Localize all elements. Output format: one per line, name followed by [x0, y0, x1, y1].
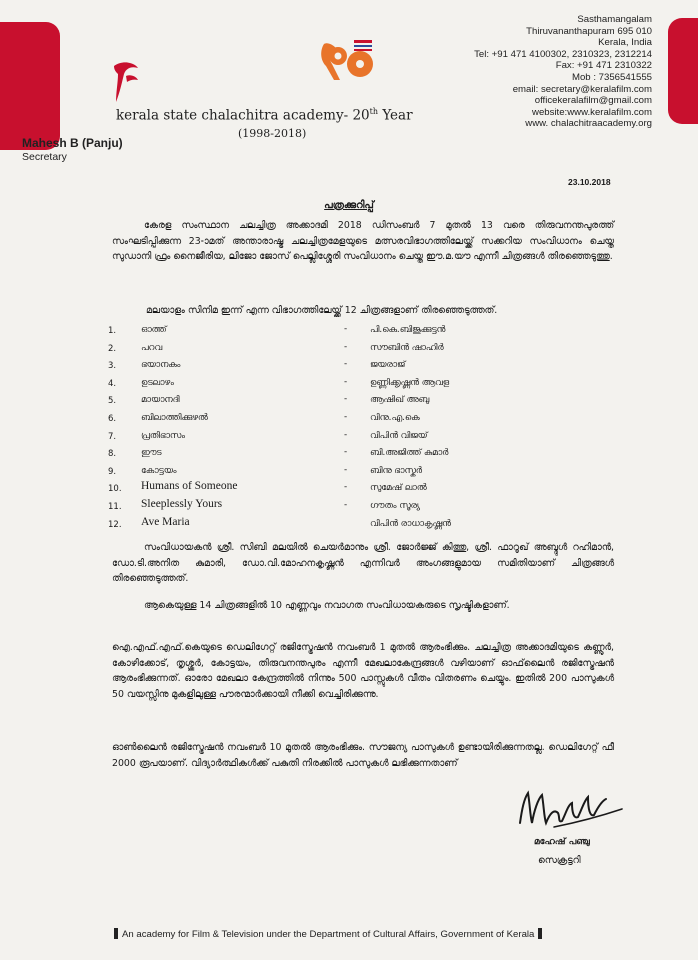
- film-title: ഭയാനകം: [141, 360, 181, 371]
- film-number: 4.: [108, 378, 117, 389]
- film-list-item: [108, 445, 608, 463]
- film-list-item: [108, 322, 608, 340]
- film-title: ഓത്ത്: [141, 325, 167, 335]
- film-director: ഗൗതം സൂര്യ: [370, 500, 420, 511]
- film-title: പറവ: [141, 342, 163, 353]
- academy-logo-icon: [108, 60, 142, 104]
- film-number: 5.: [108, 396, 117, 407]
- film-list: [108, 322, 608, 533]
- film-title: Humans of Someone: [141, 480, 238, 493]
- film-separator: -: [344, 429, 348, 440]
- film-list-item: [108, 357, 608, 375]
- film-director: ആഷിഖ് അബു: [370, 395, 430, 406]
- academy-years: (1998-2018): [238, 127, 307, 140]
- press-release-heading: പത്രക്കുറിപ്പ്: [324, 200, 374, 211]
- film-number: 8.: [108, 449, 117, 460]
- film-separator: -: [344, 341, 348, 352]
- film-title: മായാനദി: [141, 395, 180, 406]
- paragraph-jury: സംവിധായകൻ ശ്രീ. സിബി മലയിൽ ചെയർമാനും ശ്രീ. ജോർജ്ജ് കിത്തു, ശ്രീ. ഫാറൂഖ് അബ്ദുൾ റഹിമാൻ, ഡോ.ടി.അനിത കുമാരി, ഡോ.വി.മോഹനകൃഷ്ണൻ എന്നിവർ അംഗങ്ങളുമായ സമിതിയാണ് ചിത്രങ്ങൾ തിരഞ്ഞെടുത്തത്.: [112, 542, 614, 584]
- film-director: വിപിൻ വിജയ്: [370, 430, 428, 441]
- film-title: ബിലാത്തിക്കുഴൽ: [141, 412, 208, 423]
- film-separator: -: [344, 324, 348, 334]
- signatory-name: മഹേഷ് പഞ്ചു: [534, 837, 590, 847]
- red-corner-decoration-right: [668, 18, 698, 124]
- film-separator: -: [344, 411, 348, 422]
- letter-date: 23.10.2018: [568, 177, 611, 187]
- film-title: ഉടലാഴം: [141, 377, 174, 388]
- film-title: പ്രതിഭാസം: [141, 430, 185, 441]
- footer-tagline: An academy for Film & Television under the Department of Cultural Affairs, Government of Kerala: [110, 928, 546, 940]
- paragraph-offline-registration: ഐ.എഫ്.എഫ്.കെയുടെ ഡെലിഗേറ്റ് രജിസ്ട്രേഷൻ നവംബർ 1 മുതൽ ആരംഭിക്കും. ചലച്ചിത്ര അക്കാദമിയുടെ കണ്ണൂർ, കോഴിക്കോട്, തൃശ്ശൂർ, കോട്ടയം, തിരുവനന്തപുരം എന്നീ മേഖലാകേന്ദ്രങ്ങൾ വഴിയാണ് ഓഫ്‌ലൈൻ രജിസ്ട്രേഷൻ ആരംഭിക്കുന്നത്. ഓരോ മേഖലാ കേന്ദ്രത്തിൽ നിന്നും 500 പാസ്സുകൾ വീതം വിതരണം ചെയ്യും. ഇതിൽ 200 പാസുകൾ 50 വയസ്സിനു മുകളിലുള്ള പൗരന്മാർക്കായി നീക്കി വെച്ചിരിക്കുന്നു.: [112, 642, 614, 700]
- film-director: വിപിൻ രാധാകൃഷ്ണൻ: [370, 518, 451, 529]
- film-list-item: [108, 480, 608, 498]
- footer-bar-left: [114, 928, 118, 939]
- film-number: 1.: [108, 326, 117, 336]
- website: website:www.keralafilm.com: [532, 106, 652, 118]
- film-separator: -: [344, 447, 348, 458]
- film-list-item: [108, 340, 608, 358]
- film-director: വിനു.എ.കെ: [370, 412, 420, 423]
- film-number: 6.: [108, 413, 117, 424]
- film-separator: -: [344, 499, 348, 510]
- film-number: 12.: [108, 519, 122, 530]
- paragraph-intro: കേരള സംസ്ഥാന ചലച്ചിത്ര അക്കാദമി 2018 ഡിസംബർ 7 മുതൽ 13 വരെ തിരുവനന്തപുരത്ത് സംഘടിപ്പിക്കുന്ന 23-ാമത് അന്താരാഷ്ട്ര ചലച്ചിത്രമേളയുടെ മത്സരവിഭാഗത്തിലേയ്ക്ക് സക്കറിയ സംവിധാനം ചെയ്ത സുഡാനി ഫ്രം നൈജീരിയ, ലിജോ ജോസ് പെല്ലിശ്ശേരി സംവിധാനം ചെയ്ത ഈ.മ.യൗ എന്നീ ചിത്രങ്ങൾ തിരഞ്ഞെടുത്തു.: [112, 220, 614, 262]
- red-corner-decoration-left: [0, 22, 60, 150]
- film-separator: -: [344, 376, 348, 387]
- twentieth-year-logo-icon: [318, 36, 378, 84]
- address-line: Sasthamangalam: [577, 14, 652, 25]
- film-list-item: [108, 463, 608, 481]
- film-title: ഈട: [141, 448, 162, 459]
- film-title: കോട്ടയം: [141, 465, 177, 476]
- secretary-name: Mahesh B (Panju): [22, 136, 123, 150]
- academy-name: kerala state chalachitra academy- 20th Year: [116, 107, 413, 124]
- film-director: ഉണ്ണിക്കൃഷ്ണൻ ആവള: [370, 377, 450, 388]
- signatory-title: സെക്രട്ടറി: [538, 855, 581, 866]
- email: email: secretary@keralafilm.com: [512, 83, 652, 95]
- footer-bar-right: [538, 928, 542, 939]
- mobile: Mob : 7356541555: [571, 71, 652, 83]
- film-list-item: [108, 410, 608, 428]
- film-number: 2.: [108, 343, 117, 354]
- fax: Fax: +91 471 2310322: [555, 60, 652, 72]
- film-number: 10.: [108, 484, 122, 495]
- website-secondary: www. chalachitraacademy.org: [525, 118, 652, 130]
- telephone: Tel: +91 471 4100302, 2310323, 2312214: [474, 48, 652, 60]
- address-line: Kerala, India: [598, 37, 652, 49]
- film-separator: -: [344, 359, 348, 370]
- film-title: Ave Maria: [141, 515, 190, 528]
- film-number: 7.: [108, 431, 117, 442]
- film-title: Sleeplessly Yours: [141, 497, 223, 510]
- handwritten-signature: [514, 783, 626, 835]
- contact-block: [474, 14, 652, 130]
- paragraph-online-registration: ഓൺലൈൻ രജിസ്ട്രേഷൻ നവംബർ 10 മുതൽ ആരംഭിക്കും. സൗജന്യ പാസുകൾ ഉണ്ടായിരിക്കുന്നതല്ല. ഡെലിഗേറ്റ് ഫീ 2000 രൂപയാണ്. വിദ്യാർത്ഥികൾക്ക് പകുതി നിരക്കിൽ പാസുകൾ ലഭിക്കുന്നതാണ്: [112, 742, 614, 769]
- address-line: Thiruvananthapuram 695 010: [526, 25, 652, 37]
- film-list-item: [108, 375, 608, 393]
- film-separator: -: [344, 464, 348, 475]
- film-number: 3.: [108, 361, 117, 372]
- paragraph-debut-directors: ആകെയുള്ള 14 ചിത്രങ്ങളിൽ 10 എണ്ണവും നവാഗത സംവിധായകരുടെ സൃഷ്ടികളാണ്.: [144, 600, 510, 611]
- film-list-item: [108, 498, 608, 516]
- film-director: ബി.അജിത്ത് കുമാർ: [370, 448, 449, 459]
- film-list-item: [108, 428, 608, 446]
- film-director: സുമേഷ് ലാൽ: [370, 483, 427, 494]
- film-separator: -: [344, 482, 348, 493]
- film-director: സൗബിൻ ഷാഹിർ: [370, 342, 444, 353]
- film-number: 9.: [108, 466, 117, 477]
- film-list-item: [108, 516, 608, 534]
- film-director: ബിനു ഭാസ്കർ: [370, 465, 422, 476]
- film-number: 11.: [108, 501, 122, 512]
- film-list-item: [108, 392, 608, 410]
- film-director: പി.കെ.ബിജുക്കുട്ടൻ: [370, 325, 446, 335]
- secretary-title: Secretary: [22, 151, 67, 163]
- film-separator: -: [344, 394, 348, 405]
- paragraph-selection: മലയാളം സിനിമ ഇന്ന് എന്ന വിഭാഗത്തിലേയ്ക്ക് 12 ചിത്രങ്ങളാണ് തിരഞ്ഞെടുത്തത്.: [146, 305, 498, 316]
- email-secondary: officekeralafilm@gmail.com: [534, 95, 652, 107]
- film-director: ജയരാജ്: [370, 360, 406, 371]
